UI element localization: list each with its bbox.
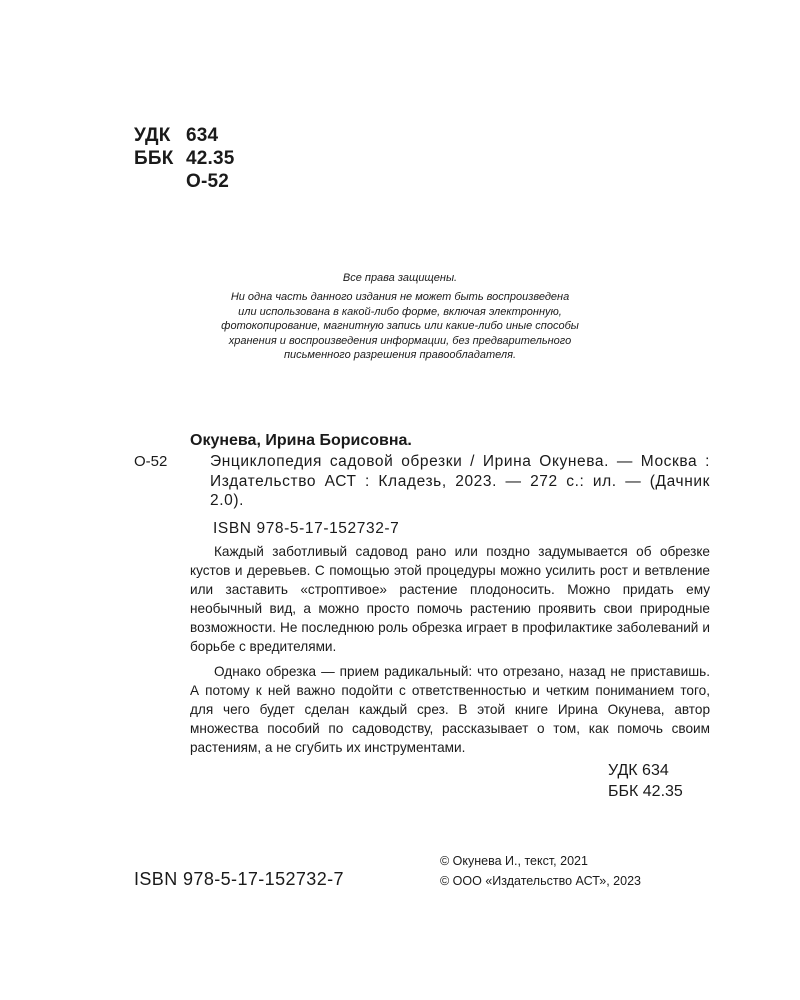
author-mark: О-52: [186, 171, 230, 192]
footer-isbn: ISBN 978-5-17-152732-7: [134, 869, 344, 889]
rights-line: письменного разрешения правообладателя.: [283, 349, 517, 362]
rights-title: Все права защищены.: [342, 272, 458, 284]
copyright-block: [440, 851, 641, 891]
record-description: Энциклопедия садовой обрезки / Ирина Окунева. — Москва : Издательство АСТ : Кладезь, 2023. — 272 с.: ил. — (Дачник 2.0).: [210, 453, 710, 509]
rights-notice: [210, 271, 590, 362]
rights-line: или использована в какой-либо форме, включая электронную,: [238, 305, 562, 318]
record-entry: [134, 452, 710, 511]
rights-line: фотокопирование, магнитную запись или какие-либо иные способы: [221, 320, 579, 333]
annotation-paragraph: Каждый заботливый садовод рано или поздно задумывается об обрезке кустов и деревьев. С помощью этой процедуры можно усилить рост и ветвление или заставить «строптивое» растение плодоносить. Можно придать ему необычный вид, а можно просто помочь растению проявить свои природные возможности. Не последнюю роль обрезка играет в профилактике заболеваний и борьбе с вредителями.: [190, 543, 710, 654]
author-heading: Окунева, Ирина Борисовна.: [190, 432, 412, 449]
record-udk: УДК 634: [608, 762, 669, 779]
record-author-mark: О-52: [134, 453, 168, 470]
author-mark-row: [134, 170, 235, 193]
udk-label: УДК: [134, 125, 171, 146]
record-isbn: ISBN 978-5-17-152732-7: [213, 519, 400, 537]
bbk-row: [134, 147, 235, 170]
rights-line: Ни одна часть данного издания не может быть воспроизведена: [230, 291, 570, 304]
bbk-value: 42.35: [186, 148, 235, 169]
udk-row: [134, 124, 235, 147]
annotation: [134, 542, 710, 758]
classification-block: [134, 124, 235, 193]
record-bbk: ББК 42.35: [608, 783, 683, 800]
bbk-label: ББК: [134, 148, 174, 169]
udk-value: 634: [186, 125, 219, 146]
bibliographic-record: [134, 430, 710, 758]
record-codes: [608, 760, 683, 802]
copyright-author: © Окунева И., текст, 2021: [440, 854, 588, 868]
copyright-publisher: © ООО «Издательство АСТ», 2023: [440, 874, 641, 888]
rights-line: хранения и воспроизведения информации, без предварительного: [228, 334, 572, 347]
annotation-paragraph: Однако обрезка — прием радикальный: что отрезано, назад не приставишь. А потому к ней важно подойти с ответственностью и четким пониманием того, для чего будет сделан каждый срез. В этой книге Ирина Окунева, автор множества пособий по садоводству, рассказывает о том, как помочь своим растениям, а не сгубить их инструментами.: [190, 664, 710, 756]
